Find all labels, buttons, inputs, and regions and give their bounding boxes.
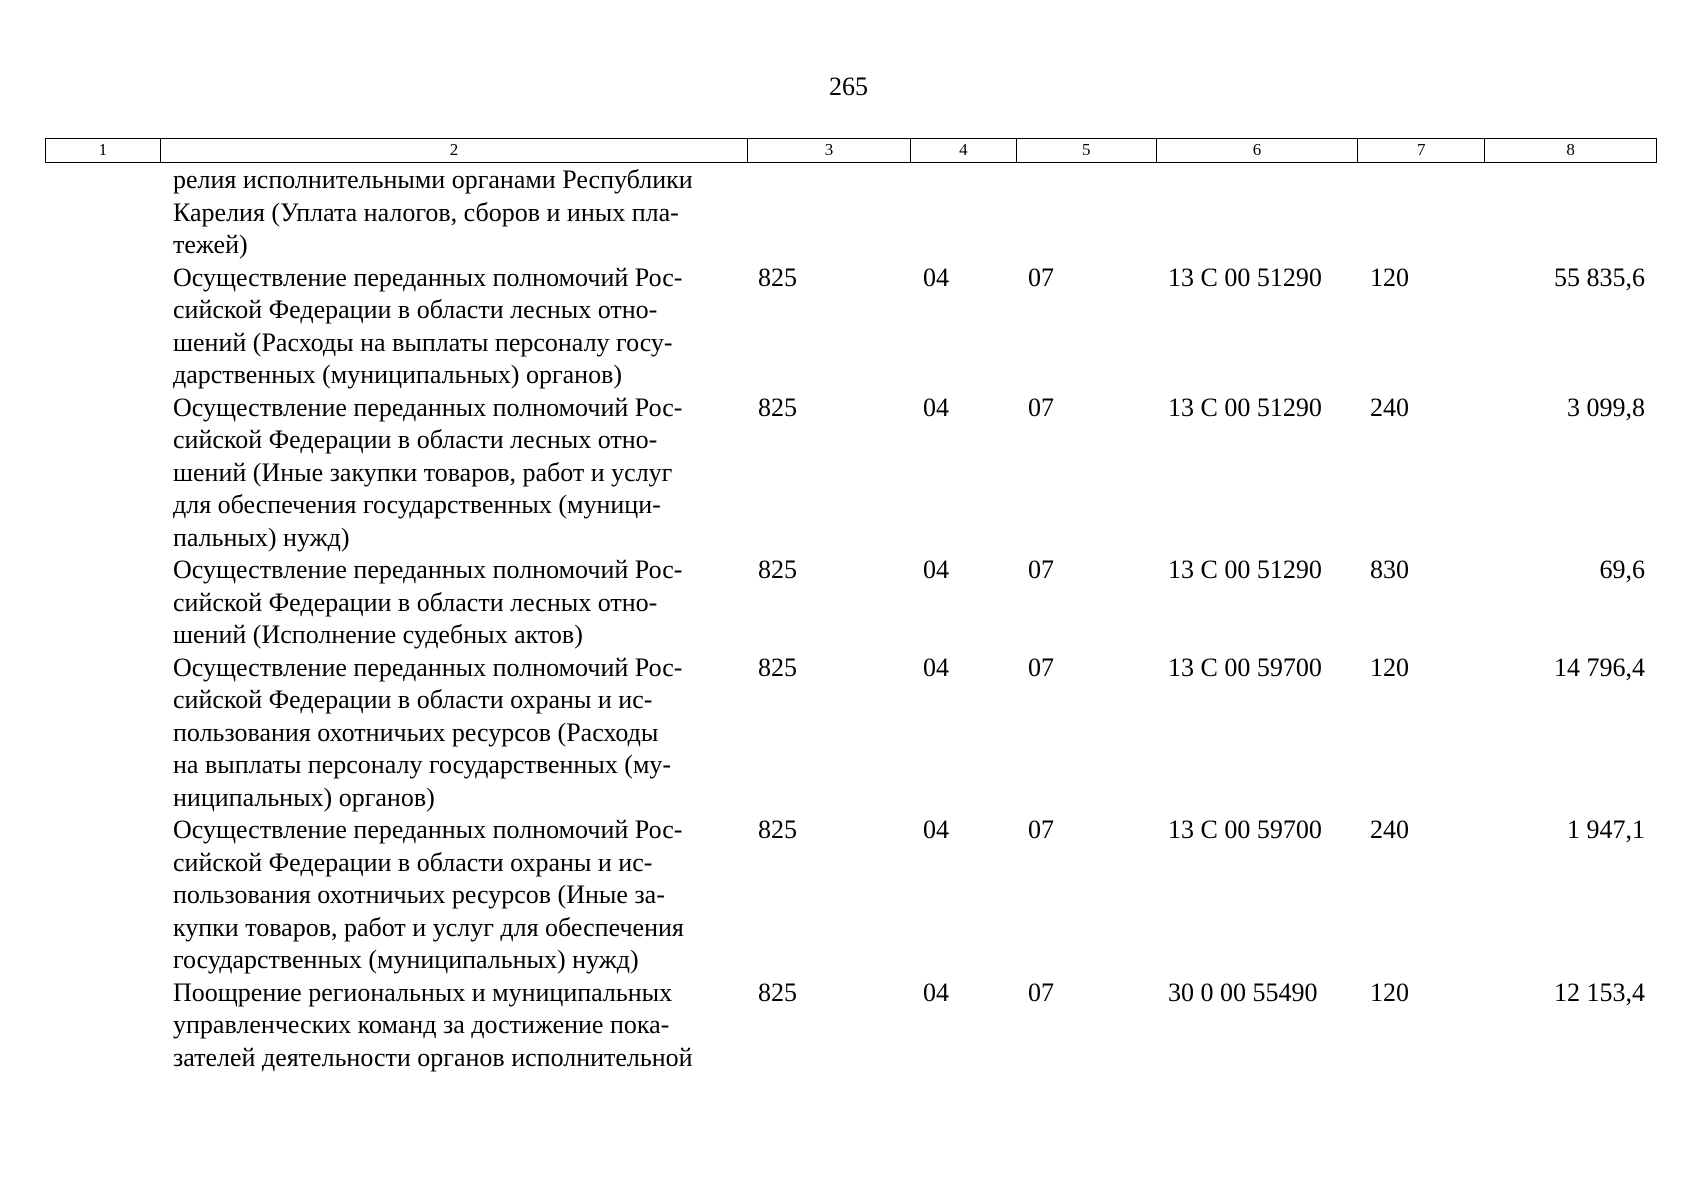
description-line: сийской Федерации в области охраны и ис-: [173, 847, 653, 877]
header-col-6: 6: [1157, 139, 1359, 162]
page-number: 265: [829, 72, 868, 101]
cell-col3: 825: [758, 555, 797, 584]
description-line: купки товаров, работ и услуг для обеспечения: [173, 912, 684, 942]
description-line: на выплаты персоналу государственных (му-: [173, 750, 672, 779]
table-row: [45, 814, 1657, 977]
cell-col6: 13 С 00 59700: [1168, 652, 1322, 682]
cell-col7: 240: [1370, 815, 1409, 844]
cell-col7: 120: [1370, 262, 1409, 292]
description-line: управленческих команд за достижение пока-: [173, 1010, 670, 1039]
cell-col5: 07: [1028, 977, 1054, 1007]
table-row: [45, 652, 1657, 815]
description-line: пользования охотничьих ресурсов (Расходы: [173, 717, 659, 747]
description-line: Осуществление переданных полномочий Рос-: [173, 392, 683, 422]
cell-col-1: [45, 164, 160, 262]
description-line: зателей деятельности органов исполнительной: [173, 1042, 693, 1072]
description-line: Осуществление переданных полномочий Рос-: [173, 262, 683, 292]
cell-col5: 07: [1028, 555, 1054, 584]
cell-col3: 825: [758, 652, 797, 682]
cell-col4: 04: [923, 262, 949, 292]
cell-col7: 120: [1370, 652, 1409, 682]
cell-col6: 13 С 00 51290: [1168, 392, 1322, 422]
description-line: сийской Федерации в области лесных отно-: [173, 425, 658, 454]
description-line: Поощрение региональных и муниципальных: [173, 977, 673, 1007]
cell-col8: 1 947,1: [1567, 815, 1645, 844]
cell-col5: 07: [1028, 652, 1054, 682]
cell-col8: 69,6: [1599, 555, 1645, 584]
cell-col-1: [45, 392, 160, 555]
cell-col5: 07: [1028, 262, 1054, 292]
cell-col5: 07: [1028, 392, 1054, 422]
cell-col5: 07: [1028, 815, 1054, 844]
table-row: [45, 977, 1657, 1075]
description-line: шений (Расходы на выплаты персоналу госу-: [173, 327, 673, 357]
cell-col-1: [45, 814, 160, 977]
header-col-1: 1: [46, 139, 161, 162]
cell-col-1: [45, 554, 160, 652]
cell-col8: 12 153,4: [1554, 977, 1645, 1007]
cell-col4: 04: [923, 977, 949, 1007]
table-row: [45, 554, 1657, 652]
cell-description: [160, 164, 748, 262]
cell-col5: [1017, 164, 1157, 262]
cell-col7: 240: [1370, 392, 1409, 422]
table-header-row: [45, 138, 1657, 163]
header-col-5: 5: [1017, 139, 1157, 162]
table-body: [45, 164, 1657, 1074]
cell-col-1: [45, 977, 160, 1075]
cell-col-1: [45, 652, 160, 815]
table-row: [45, 262, 1657, 392]
cell-col8: 55 835,6: [1554, 262, 1645, 292]
table-row: [45, 164, 1657, 262]
cell-col-1: [45, 262, 160, 392]
description-line: государственных (муниципальных) нужд): [173, 945, 639, 974]
description-line: сийской Федерации в области лесных отно-: [173, 295, 658, 324]
description-line: Осуществление переданных полномочий Рос-: [173, 652, 683, 682]
cell-col4: [911, 164, 1017, 262]
header-col-8: 8: [1566, 140, 1575, 159]
description-line: Осуществление переданных полномочий Рос-: [173, 815, 683, 844]
description-line: пальных) нужд): [173, 522, 350, 552]
description-line: шений (Иные закупки товаров, работ и услуг: [173, 457, 673, 487]
cell-col6: [1157, 164, 1359, 262]
description-line: шений (Исполнение судебных актов): [173, 620, 583, 649]
description-line: релия исполнительными органами Республики: [173, 165, 693, 194]
header-col-2: 2: [161, 139, 748, 162]
header-col-7: 7: [1358, 139, 1485, 162]
description-line: пользования охотничьих ресурсов (Иные за-: [173, 880, 665, 909]
cell-col3: 825: [758, 262, 797, 292]
cell-col7: [1359, 164, 1486, 262]
description-line: Карелия (Уплата налогов, сборов и иных пла-: [173, 197, 679, 227]
cell-description: [160, 977, 748, 1075]
cell-description: [160, 262, 748, 392]
cell-col6: 13 С 00 59700: [1168, 815, 1322, 844]
cell-description: [160, 652, 748, 815]
cell-col6: 13 С 00 51290: [1168, 555, 1322, 584]
description-line: Осуществление переданных полномочий Рос-: [173, 555, 683, 584]
description-line: сийской Федерации в области охраны и ис-: [173, 685, 653, 714]
cell-col4: 04: [923, 652, 949, 682]
header-col-4: 4: [911, 139, 1017, 162]
description-line: для обеспечения государственных (муници-: [173, 490, 661, 519]
description-line: тежей): [173, 230, 248, 259]
cell-col3: 825: [758, 392, 797, 422]
cell-col4: 04: [923, 392, 949, 422]
description-line: сийской Федерации в области лесных отно-: [173, 587, 658, 617]
table-row: [45, 392, 1657, 555]
cell-description: [160, 392, 748, 555]
cell-col3: 825: [758, 977, 797, 1007]
cell-col3: 825: [758, 815, 797, 844]
description-line: ниципальных) органов): [173, 782, 435, 812]
cell-col6: 30 0 00 55490: [1168, 977, 1318, 1007]
cell-col7: 120: [1370, 977, 1409, 1007]
description-line: дарственных (муниципальных) органов): [173, 360, 623, 389]
header-col-3: 3: [748, 139, 911, 162]
cell-col7: 830: [1370, 555, 1409, 584]
cell-col8: 14 796,4: [1554, 652, 1645, 682]
cell-description: [160, 814, 748, 977]
cell-col4: 04: [923, 815, 949, 844]
cell-col3: [748, 164, 911, 262]
cell-description: [160, 554, 748, 652]
cell-col6: 13 С 00 51290: [1168, 262, 1322, 292]
cell-col4: 04: [923, 555, 949, 584]
cell-col8: [1486, 164, 1657, 262]
cell-col8: 3 099,8: [1567, 392, 1645, 422]
